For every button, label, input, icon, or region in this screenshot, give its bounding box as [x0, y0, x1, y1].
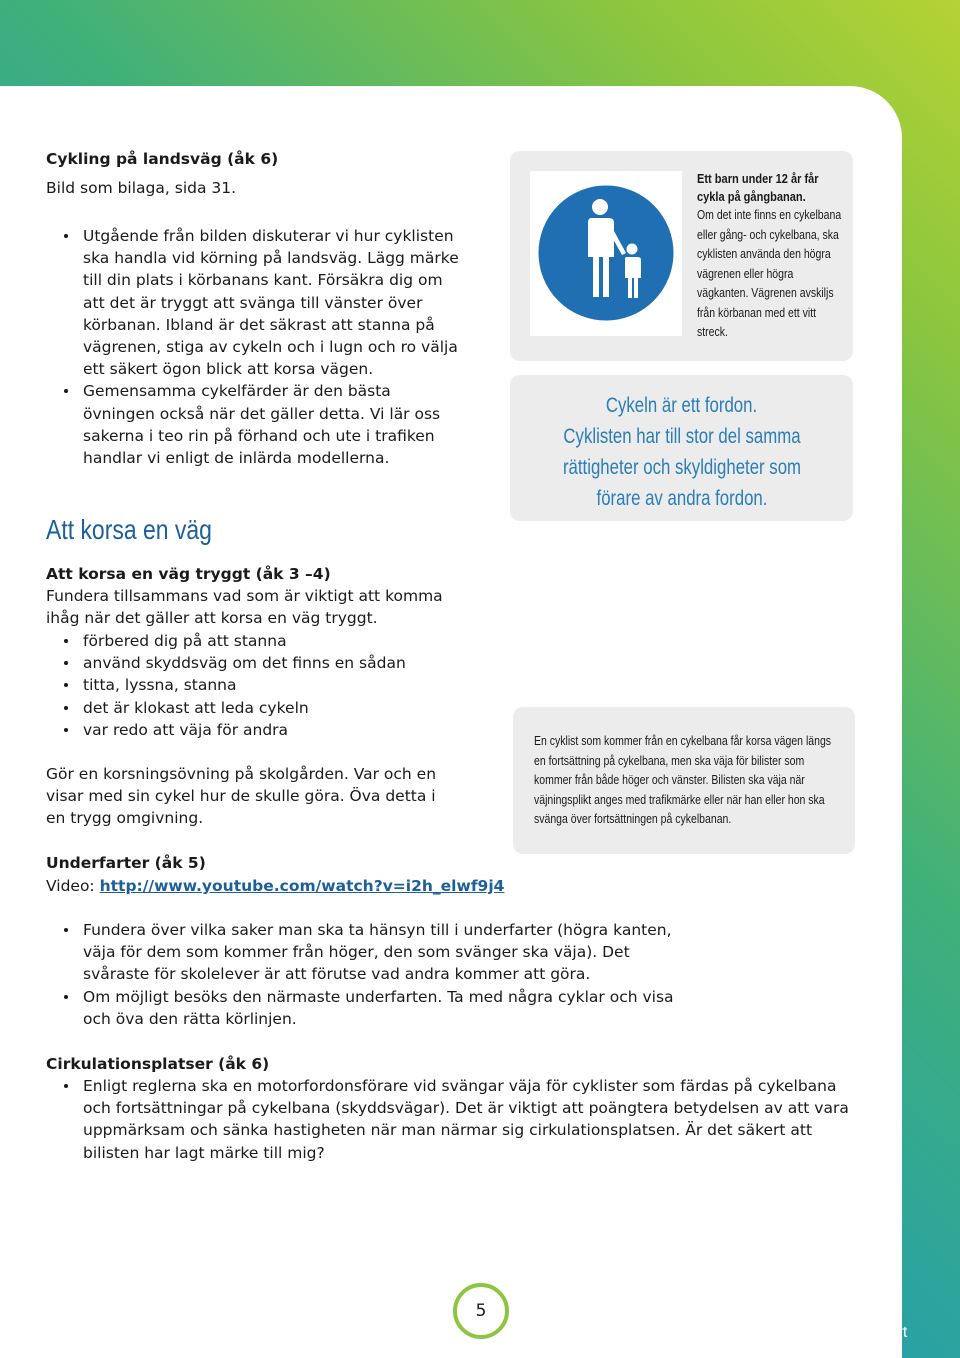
page-number: 5	[453, 1283, 509, 1339]
list-item: det är klokast att leda cykeln	[46, 697, 466, 719]
quote-line1: Cykeln är ett fordon.	[605, 394, 758, 417]
korsa-list	[46, 630, 466, 741]
sign-image	[530, 171, 682, 336]
sign-title: Ett barn under 12 år får cykla på gångbanan.	[697, 171, 819, 204]
brand-label: Cykliskort	[838, 1324, 908, 1341]
heading-korsa-tryggt: Att korsa en väg tryggt (åk 3 –4)	[46, 565, 331, 583]
sign-body: Om det inte finns en cykelbana eller gång- och cykelbana, ska cyklisten använda den högra vägrenen eller högra vägkanten. Vägrenen avskiljs från körbanan med ett vitt streck.	[697, 208, 842, 339]
list-item: Enligt reglerna ska en motorfordonsförare vid svängar väja för cyklister som färdas på cykelbana och fortsättningar på cykelbana (skyddsvägar). Det är viktigt att poängtera betydelsen av att vara uppmärksam och sänka hastigheten när man närmar sig cirkulationsplatsen. Är det säkert att bilisten har lagt märke till mig?	[46, 1075, 866, 1164]
list-item: använd skyddsväg om det finns en sådan	[46, 652, 466, 674]
pedestrian-path-sign-icon	[530, 171, 682, 336]
list-item: Fundera över vilka saker man ska ta hänsyn till i underfarter (högra kanten, väja för dem som kommer från höger, den som svänger ska väja). Det svåraste för skolelever är att förutse vad andra kommer att göra.	[46, 919, 676, 986]
heading-cirkulationsplatser: Cirkulationsplatser (åk 6)	[46, 1055, 270, 1073]
quote-line2: Cyklisten har till stor del samma rättigheter och skyldigheter som förare av andra fordon.	[562, 425, 802, 510]
section-title-korsa: Att korsa en väg	[46, 514, 212, 545]
subheading-bilaga: Bild som bilaga, sida 31.	[46, 179, 237, 197]
info-text: En cyklist som kommer från en cykelbana får korsa vägen längs en fortsättning på cykelbana, men ska väja för bilister som kommer från både höger och vänster. Bilisten ska väja när väjningsplikt anges med trafikmärke eller när han eller hon ska svänga över fortsättningen på cykelbanan.	[534, 734, 832, 826]
list-item: var redo att väja för andra	[46, 719, 466, 741]
landsvag-list	[46, 225, 466, 469]
korsa-exercise: Gör en korsningsövning på skolgården. Var och en visar med sin cykel hur de skulle göra. Öva detta i en trygg omgivning.	[46, 765, 437, 827]
video-label: Video:	[46, 877, 95, 895]
list-item: Gemensamma cykelfärder är den bästa övningen också när det gäller detta. Vi lär oss sakerna i teo rin på förhand och ute i trafiken handlar vi enligt de inlärda modellerna.	[46, 380, 466, 469]
cirkulation-list	[46, 1075, 866, 1164]
list-item: Om möjligt besöks den närmaste underfarten. Ta med några cyklar och visa och öva den rätta körlinjen.	[46, 986, 676, 1030]
korsa-intro: Fundera tillsammans vad som är viktigt att komma ihåg när det gäller att korsa en väg tryggt.	[46, 587, 443, 627]
sign-text	[697, 170, 847, 343]
heading-underfarter: Underfarter (åk 5)	[46, 854, 206, 872]
video-link[interactable]: http://www.youtube.com/watch?v=i2h_elwf9j4	[99, 877, 505, 895]
list-item: förbered dig på att stanna	[46, 630, 466, 652]
list-item: Utgående från bilden diskuterar vi hur cyklisten ska handla vid körning på landsväg. Lägg märke till din plats i körbanans kant. Försäkra dig om att det är tryggt att svänga till vänster över körbanan. Ibland är det säkrast att stanna på vägrenen, stiga av cykeln och i lugn och ro välja ett säkert ögon blick att korsa vägen.	[46, 225, 466, 380]
list-item: titta, lyssna, stanna	[46, 674, 466, 696]
heading-landsvag: Cykling på landsväg (åk 6)	[46, 150, 279, 168]
quote-text	[520, 390, 843, 514]
video-line	[46, 875, 504, 897]
underfarter-list	[46, 919, 676, 1030]
